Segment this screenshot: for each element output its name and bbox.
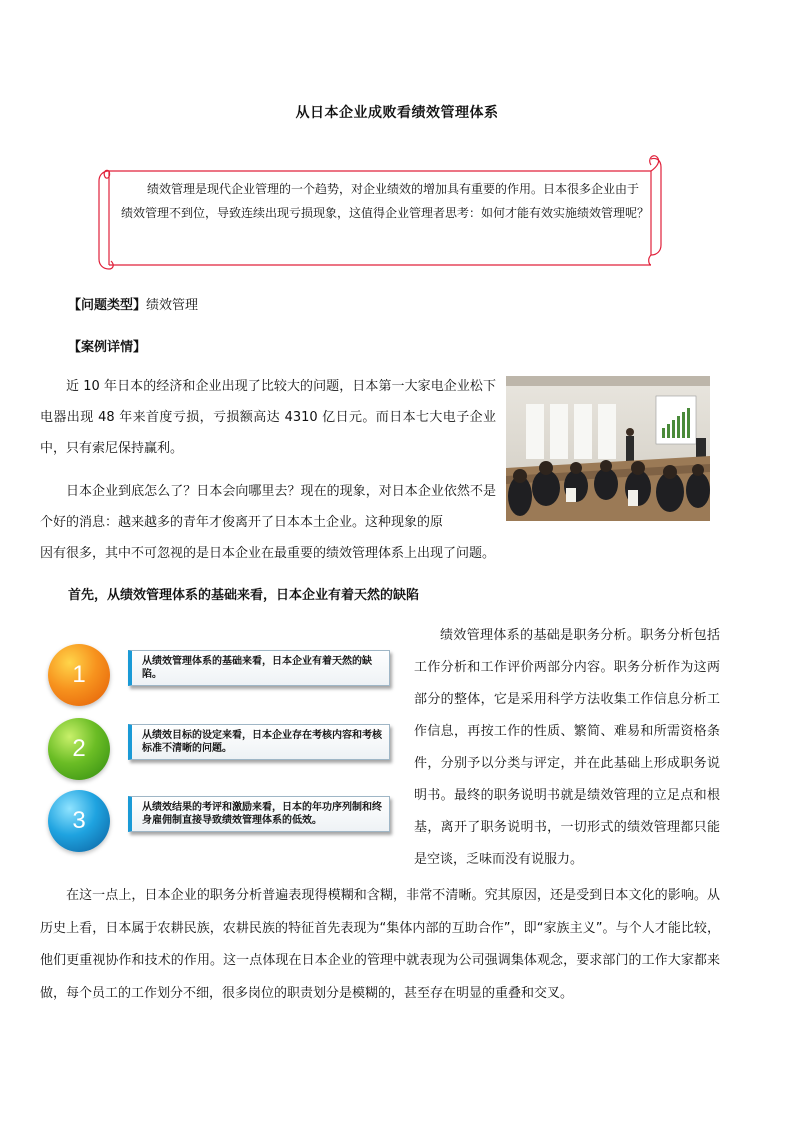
step-number-3: 3 [48,790,110,852]
intro-scroll-box [95,155,665,273]
paragraph-4: 在这一点上，日本企业的职务分析普遍表现得模糊和含糊，非常不清晰。究其原因，还是受到日本文化的影响。从历史上看，日本属于农耕民族，农耕民族的特征首先表现为“集体内部的互助合作”，即“家族主义”。与个人才能比较，他们更重视协作和技术的作用。这一点体现在日本企业的管理中就表现为公司强调集体观念，要求部门的工作大家都来做，每个员工的工作划分不细，很多岗位的职责划分是模糊的，甚至存在明显的重叠和交叉。 [40,888,720,1001]
step-card-3: 从绩效结果的考评和激励来看，日本的年功序列制和终身雇佣制直接导致绩效管理体系的低效。 [128,796,390,832]
step-card-1: 从绩效管理体系的基础来看，日本企业有着天然的缺陷。 [128,650,390,686]
case-details-label-text: 【案例详情】 [68,340,147,355]
paragraph-2-part-1: 日本企业到底怎么了？日本会向哪里去？现在的现象，对日本企业依然不是个好的消息：越来越多的青年才俊离开了日本本土企业。这种现象的原 [40,484,496,530]
step-number-2: 2 [48,718,110,780]
step-2 [48,718,398,782]
paragraph-2-part-2: 因有很多，其中不可忽视的是日本企业在最重要的绩效管理体系上出现了问题。 [40,546,496,561]
meeting-photo [506,376,710,521]
step-3 [48,790,398,854]
step-card-2: 从绩效目标的设定来看，日本企业存在考核内容和考核标准不清晰的问题。 [128,724,390,760]
paragraph-1: 近 10 年日本的经济和企业出现了比较大的问题，日本第一大家电企业松下电器出现 48 年来首度亏损，亏损额高达 4310 亿日元。而日本七大电子企业中，只有索尼保持赢利。 [40,379,496,456]
step-1 [48,644,398,708]
step-number-1: 1 [48,644,110,706]
problem-type-value: 绩效管理 [146,298,199,313]
page-title: 从日本企业成败看绩效管理体系 [295,105,499,121]
section-heading-foundation: 首先，从绩效管理体系的基础来看，日本企业有着天然的缺陷 [68,588,420,603]
intro-text: 绩效管理是现代企业管理的一个趋势，对企业绩效的增加具有重要的作用。日本很多企业由于绩效管理不到位，导致连续出现亏损现象，这值得企业管理者思考：如何才能有效实施绩效管理呢？ [121,182,650,220]
paragraph-3: 绩效管理体系的基础是职务分析。职务分析包括工作分析和工作评价两部分内容。职务分析作为这两部分的整体，它是采用科学方法收集工作信息分析工作信息，再按工作的性质、繁简、难易和所需资格条件，分别予以分类与评定，并在此基础上形成职务说明书。最终的职务说明书就是绩效管理的立足点和根基，离开了职务说明书，一切形式的绩效管理都只能是空谈，乏味而没有说服力。 [414,628,720,867]
problem-type-label: 【问题类型】 [68,298,147,313]
case-details-label [68,336,146,355]
problem-type-line [68,294,198,313]
